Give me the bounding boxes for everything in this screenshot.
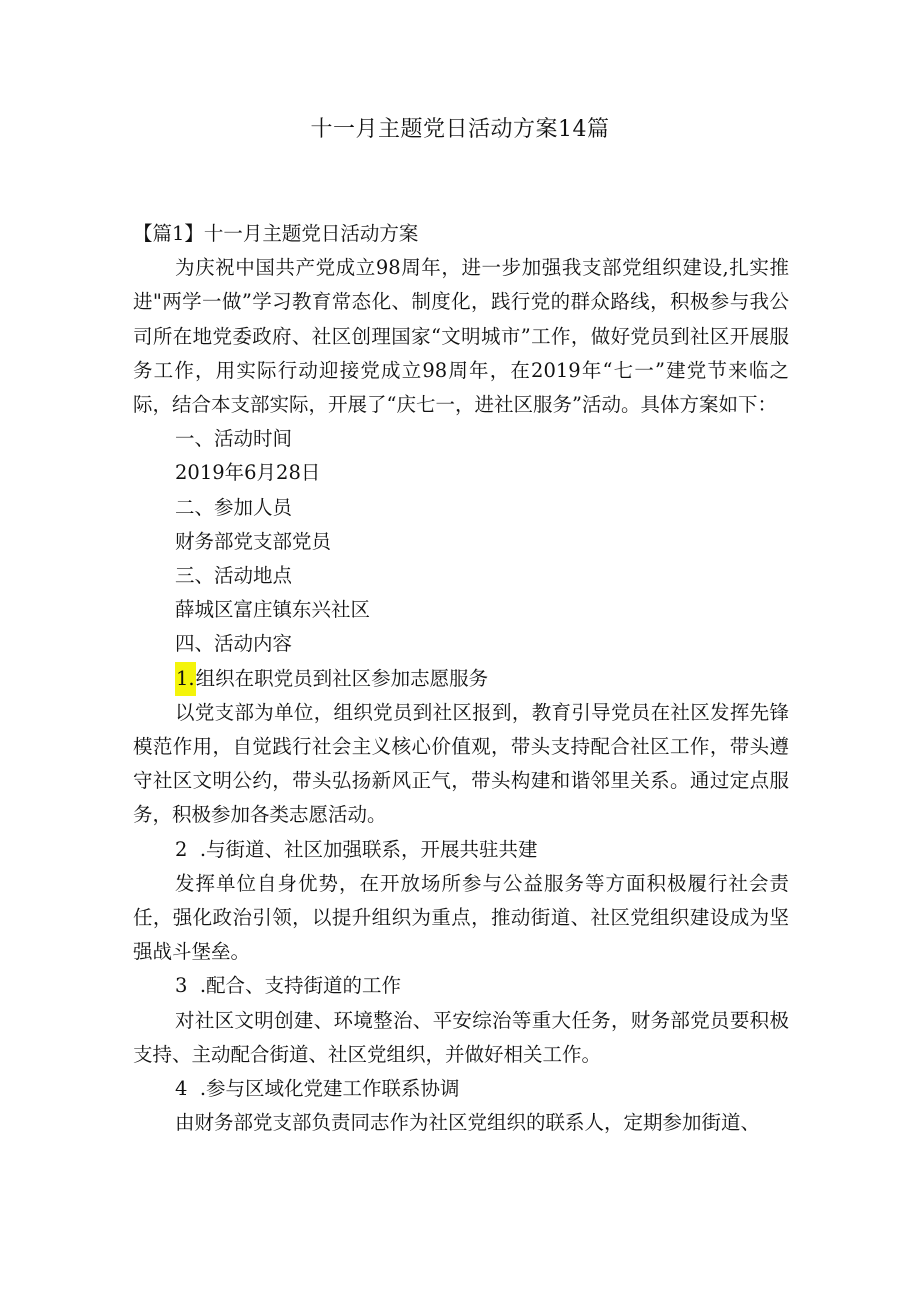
item-heading-2 — [133, 833, 789, 867]
item-heading-3 — [133, 969, 789, 1003]
section-heading-time: 一、活动时间 — [175, 427, 293, 451]
item-heading-text: .参与区域化党建工作联系协调 — [199, 1077, 460, 1101]
item-number: 2 — [175, 837, 188, 861]
item-body-3: 对社区文明创建、环境整治、平安综治等重大任务，财务部党员要积极支持、主动配合街道、社区党组织，并做好相关工作。 — [133, 1008, 789, 1066]
item-body-2: 发挥单位自身优势，在开放场所参与公益服务等方面积极履行社会责任，强化政治引领，以提升组织为重点，推动街道、社区党组织建设成为坚强战斗堡垒。 — [133, 871, 789, 964]
item-number: 4 — [175, 1077, 188, 1101]
intro-paragraph: 为庆祝中国共产党成立98周年，进一步加强我支部党组织建设,扎实推进"两学一做”学习教育常态化、制度化，践行党的群众路线，积极参与我公司所在地党委政府、社区创理国家“文明城市”工作，做好党员到社区开展服务工作，用实际行动迎接党成立98周年，在2019年“七一”建党节来临之际，结合本支部实际，开展了“庆七一，进社区服务”活动。具体方案如下： — [133, 256, 789, 417]
item-body-1: 以党支部为单位，组织党员到社区报到，教育引导党员在社区发挥先锋模范作用，自觉践行社会主义核心价值观，带头支持配合社区工作，带头遵守社区文明公约，带头弘扬新风正气，带头构建和谐邻里关系。通过定点服务，积极参加各类志愿活动。 — [133, 700, 789, 827]
item-body-4: 由财务部党支部负责同志作为社区党组织的联系人，定期参加街道、 — [175, 1111, 761, 1135]
document-title: 十一月主题党日活动方案14篇 — [310, 117, 610, 142]
section-heading-location: 三、活动地点 — [175, 564, 293, 588]
item-heading-text: .与街道、社区加强联系，开展共驻共建 — [199, 837, 538, 861]
item-heading-1 — [133, 662, 789, 696]
item-heading-text: .配合、支持街道的工作 — [199, 974, 402, 998]
section-heading-participants: 二、参加人员 — [175, 495, 293, 519]
item-number: 3 — [175, 974, 188, 998]
section-content-participants: 财务部党支部党员 — [175, 529, 332, 553]
highlighted-number: 1. — [175, 662, 196, 696]
section-content-location: 薛城区富庄镇东兴社区 — [175, 598, 371, 622]
item-heading-text: 组织在职党员到社区参加志愿服务 — [195, 666, 489, 690]
document-body — [133, 217, 789, 1140]
section-heading: 【篇1】十一月主题党日活动方案 — [133, 222, 419, 245]
section-heading-content: 四、活动内容 — [175, 632, 293, 656]
item-heading-4 — [133, 1072, 789, 1106]
section-content-time: 2019年6月28日 — [175, 461, 321, 485]
